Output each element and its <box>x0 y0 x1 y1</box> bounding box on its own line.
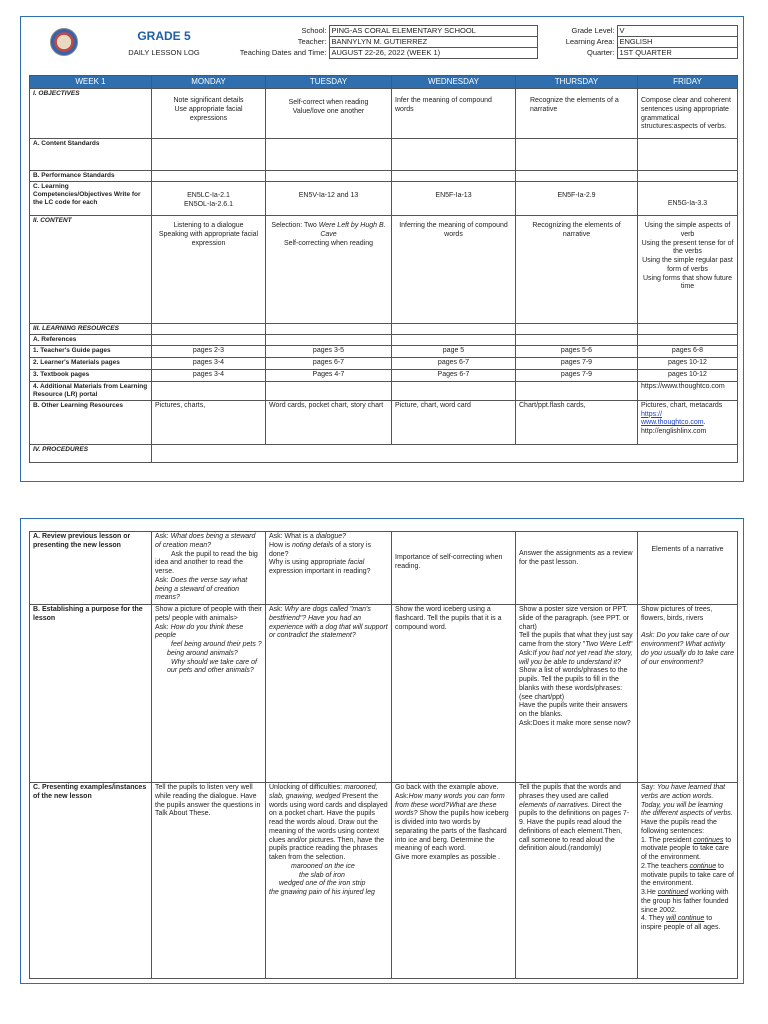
text: Show pictures of trees, flowers, birds, rivers <box>641 606 713 622</box>
text: Ask the pupil to read the big idea and another to read the verse. <box>155 550 258 575</box>
text: the gnawing pain of his injured leg <box>269 889 375 896</box>
additional-row <box>30 381 738 400</box>
cell: Show the word iceberg using a flashcard. Tell the pupils that it is a compound word. <box>392 605 516 783</box>
cell: pages 6-7 <box>266 358 392 370</box>
text: Ask: <box>155 533 171 540</box>
cell: Pictures, charts, <box>152 400 266 444</box>
text: being around animals? <box>167 649 238 657</box>
row-label: B. Performance Standards <box>30 171 152 182</box>
cell: Picture, chart, word card <box>392 400 516 444</box>
text: Ask: What is a <box>269 533 316 540</box>
text: Give more examples as possible . <box>395 854 501 861</box>
text: Why should we take care of <box>171 658 257 666</box>
row-label: 3. Textbook pages <box>30 369 152 381</box>
text: Ask: <box>155 576 171 584</box>
cell: Inferring the meaning of compound words <box>392 216 516 324</box>
cell: page 5 <box>392 346 516 358</box>
text: continue <box>689 862 717 870</box>
text: Self-correcting when reading <box>283 239 374 247</box>
cell: Pages 4-7 <box>266 369 392 381</box>
learning-area-value: ENGLISH <box>617 37 737 48</box>
cell: Recognize the elements of a narrative <box>516 89 638 139</box>
text: Show a poster size version or PPT. slide of the paragraph. (see PPT. or chart) <box>519 606 630 631</box>
text: How is <box>269 541 292 549</box>
cell <box>266 216 392 324</box>
text: How do you think these people <box>155 623 244 640</box>
col-thursday: THURSDAY <box>516 76 638 89</box>
performance-standards-row <box>30 171 738 182</box>
learning-area-label: Learning Area: <box>565 37 615 47</box>
col-tuesday: TUESDAY <box>266 76 392 89</box>
text: marooned, slab, gnawing, wedged <box>269 784 378 800</box>
cell <box>638 783 738 979</box>
col-week: WEEK 1 <box>30 76 152 89</box>
cell: EN5V-Ia-12 and 13 <box>266 182 392 216</box>
text: elements of narratives. <box>519 801 590 809</box>
cell <box>516 783 638 979</box>
cell: https://www.thoughtco.com <box>638 381 738 400</box>
teacher-value: BANNYLYN M. GUTIERREZ <box>329 37 537 48</box>
text: continued <box>657 889 689 896</box>
text: our pets and other animals? <box>167 667 254 675</box>
text: expression important in reading? <box>269 568 371 575</box>
cell <box>638 400 738 444</box>
row-label: B. Other Learning Resources <box>30 400 152 444</box>
header-table <box>29 25 738 59</box>
content-standards-row <box>30 139 738 171</box>
school-value: PING-AS CORAL ELEMENTARY SCHOOL <box>329 26 537 37</box>
thoughtco-link[interactable]: https:// <box>641 410 663 418</box>
text: Ask: Do you take care of our environment? What activity do you usually do to take care of our environment? <box>641 632 735 666</box>
text: Ask: <box>269 606 285 613</box>
cell: Chart/ppt.flash cards, <box>516 400 638 444</box>
row-label: 4. Additional Materials from Learning Resource (LR) portal <box>30 381 152 400</box>
row-label: B. Establishing a purpose for the lesson <box>30 605 152 783</box>
cell: pages 2-3 <box>152 346 266 358</box>
cell: EN5LC-Ia-2.1 EN5OL-Ia-2.6.1 <box>152 182 266 216</box>
grade-level-value: V <box>617 26 737 37</box>
cell: Elements of a narrative <box>638 532 738 605</box>
text: working with the group his father founded since 2002. <box>641 889 729 914</box>
text: noting details <box>291 541 334 549</box>
competencies-row <box>30 182 738 216</box>
text: dialogue? <box>315 533 347 540</box>
text: How many words you can form from these word?What are these words? <box>395 792 505 818</box>
col-wednesday: WEDNESDAY <box>392 76 516 89</box>
cell: Self-correct when reading Value/love one another <box>266 89 392 139</box>
cell: Pages 6-7 <box>392 369 516 381</box>
row-label: II. CONTENT <box>30 216 152 324</box>
cell <box>392 783 516 979</box>
text: . <box>703 419 706 427</box>
grade-level-label: Grade Level: <box>571 26 615 36</box>
cell: Listening to a dialogue Speaking with appropriate facial expression <box>152 216 266 324</box>
tg-row <box>30 346 738 358</box>
text: 1. The president <box>641 836 694 844</box>
cell: Tell the pupils to listen very well while reading the dialogue. Have the pupils answer the questions in Talk About These. <box>152 783 266 979</box>
school-label: School: <box>301 26 327 36</box>
grade-title: GRADE 5 <box>137 29 191 43</box>
row-label: A. Content Standards <box>30 139 152 171</box>
cell: Answer the assignments as a review for the past lesson. <box>516 532 638 605</box>
text: Direct the pupils to the definitions on pages 7-9. Have the pupils read aloud the definitions of each element.Then, call someone to read aloud the definition aloud.(randomly) <box>519 801 630 853</box>
text: You have learned that verbs are action words. Today, you will be learning the different aspects of verbs. <box>641 784 733 818</box>
text: Ask: <box>155 623 171 631</box>
cell: pages 6-8 <box>638 346 738 358</box>
quarter-value: 1ST QUARTER <box>617 48 737 59</box>
text: 4. They <box>641 915 667 923</box>
text: Show the pupils how iceberg is divided into two words by separating the parts of the flashcard into ice and berg. Determine the meaning of each word. <box>395 810 509 853</box>
lesson-log-page-1 <box>20 16 744 482</box>
text: Ask:Does it make more sense now? <box>519 719 631 727</box>
cell <box>266 605 392 783</box>
text: Tell the pupils that the words and phrases they used are called <box>519 784 621 800</box>
dates-label: Teaching Dates and Time: <box>239 48 327 58</box>
presenting-row <box>30 783 738 979</box>
text: Why are dogs called "man's bestfriend"? Have you had an experience with a dog that will support or contradict the statement? <box>269 606 388 640</box>
text: Go back with the example above. Ask: <box>395 784 499 800</box>
cell <box>266 532 392 605</box>
col-monday: MONDAY <box>152 76 266 89</box>
quarter-label: Quarter: <box>586 48 615 58</box>
text: 3.He <box>641 889 658 896</box>
cell: EN5F-Ia-13 <box>392 182 516 216</box>
text: Say: <box>641 784 657 791</box>
cell: pages 6-7 <box>392 358 516 370</box>
text: to motivate pupils to take care of the environment. <box>641 862 734 888</box>
lesson-table <box>29 75 738 463</box>
row-label: A. References <box>30 335 152 346</box>
text: continues <box>693 836 724 844</box>
text: Show a picture of people with their pets/ people with animals> <box>155 606 263 622</box>
row-label: III. LEARNING RESOURCES <box>30 324 152 335</box>
row-label: 1. Teacher's Guide pages <box>30 346 152 358</box>
references-row <box>30 335 738 346</box>
text: Have the pupils write their answers on the blanks. <box>519 702 628 718</box>
cell <box>638 605 738 783</box>
lm-row <box>30 358 738 370</box>
text: Unlocking of difficulties: <box>269 784 344 791</box>
cell <box>516 605 638 783</box>
seal-icon <box>50 28 78 56</box>
text: feel being around their pets ? <box>171 641 262 648</box>
thoughtco-link-2[interactable]: www.thoughtco.com <box>641 419 704 427</box>
cell: pages 10-12 <box>638 358 738 370</box>
text: facial <box>347 559 365 567</box>
lesson-log-page-2 <box>20 518 744 984</box>
cell <box>152 605 266 783</box>
cell: Word cards, pocket chart, story chart <box>266 400 392 444</box>
review-row <box>30 532 738 605</box>
cell: Note significant details Use appropriate facial expressions <box>152 89 266 139</box>
cell: pages 7-9 <box>516 369 638 381</box>
teacher-label: Teacher: <box>297 37 327 47</box>
row-label: C. Presenting examples/instances of the new lesson <box>30 783 152 979</box>
objectives-row <box>30 89 738 139</box>
content-row <box>30 216 738 324</box>
cell: Recognizing the elements of narrative <box>516 216 638 324</box>
cell <box>152 532 266 605</box>
text: Pictures, chart, metacards <box>641 401 723 409</box>
cell: Importance of self-correcting when reading. <box>392 532 516 605</box>
cell: EN5G-Ia-3.3 <box>638 182 738 216</box>
text: What does being a steward of creation mean? <box>155 533 256 549</box>
text: to inspire people of all ages. <box>641 915 721 931</box>
procedures-row <box>30 444 738 462</box>
cell: EN5F-Ia-2.9 <box>516 182 638 216</box>
resources-row <box>30 324 738 335</box>
row-label: A. Review previous lesson or presenting the new lesson <box>30 532 152 605</box>
text: wedged one of the iron strip <box>279 880 366 888</box>
text: marooned on the ice <box>291 862 355 870</box>
text: Two Were Left <box>585 641 631 648</box>
text: Selection: Two <box>271 222 319 230</box>
cell: pages 10-12 <box>638 369 738 381</box>
englishlinx-link: http://englishlinx.com <box>641 428 707 436</box>
deped-seal <box>29 26 99 59</box>
text: will continue <box>666 915 705 923</box>
cell: pages 3-5 <box>266 346 392 358</box>
text: Show a list of words/phrases to the pupils. Tell the pupils to fill in the blanks with these words/phrases: <box>519 667 628 692</box>
procedures-table <box>29 531 738 979</box>
text: Ask: <box>519 649 533 657</box>
col-friday: FRIDAY <box>638 76 738 89</box>
log-title: DAILY LESSON LOG <box>128 48 200 58</box>
cell <box>266 783 392 979</box>
other-resources-row <box>30 400 738 444</box>
cell: pages 3-4 <box>152 369 266 381</box>
cell: Using the simple aspects of verb Using the present tense for of the verbs Using the simple regular past form of verbs Using forms that show future time <box>638 216 738 324</box>
text: 2.The teachers <box>641 862 690 870</box>
text: If you had not yet read the story, will you be able to understand it? <box>519 649 633 666</box>
row-label: C. Learning Competencies/Objectives Write for the LC code for each <box>30 182 152 216</box>
row-label: I. OBJECTIVES <box>30 89 152 139</box>
text: to motivate people to take care of the environment. <box>641 836 732 861</box>
text: Why is using appropriate <box>269 559 348 567</box>
text: Does the verse say what being a steward of creation means? <box>155 576 248 602</box>
dates-value: AUGUST 22-26, 2022 (WEEK 1) <box>329 48 537 59</box>
text: (see chart/ppt) <box>519 693 565 701</box>
story-title: Were Left by Hugh B. Cave <box>318 222 386 238</box>
row-label: IV. PROCEDURES <box>30 444 152 462</box>
cell: Compose clear and coherent sentences using appropriate grammatical structures:aspects of verbs. <box>638 89 738 139</box>
text: " <box>630 641 633 648</box>
purpose-row <box>30 605 738 783</box>
text: Present the words using word cards and displayed on a pocket chart. Have the pupils read the words aloud. Draw out the meaning of the words using context clues and/or pictures. Then, have the pupils practice reading the phrases taken from the selection. <box>269 792 388 861</box>
cell: pages 3-4 <box>152 358 266 370</box>
text: of a story is done? <box>269 541 371 558</box>
text: the slab of iron <box>299 871 345 879</box>
tb-row <box>30 369 738 381</box>
cell: pages 7-9 <box>516 358 638 370</box>
text: Tell the pupils that what they just say came from the story " <box>519 632 633 648</box>
row-label: 2. Learner's Materials pages <box>30 358 152 370</box>
text: Have the pupils read the following sentences: <box>641 819 717 835</box>
cell: Infer the meaning of compound words <box>392 89 516 139</box>
cell: pages 5-6 <box>516 346 638 358</box>
